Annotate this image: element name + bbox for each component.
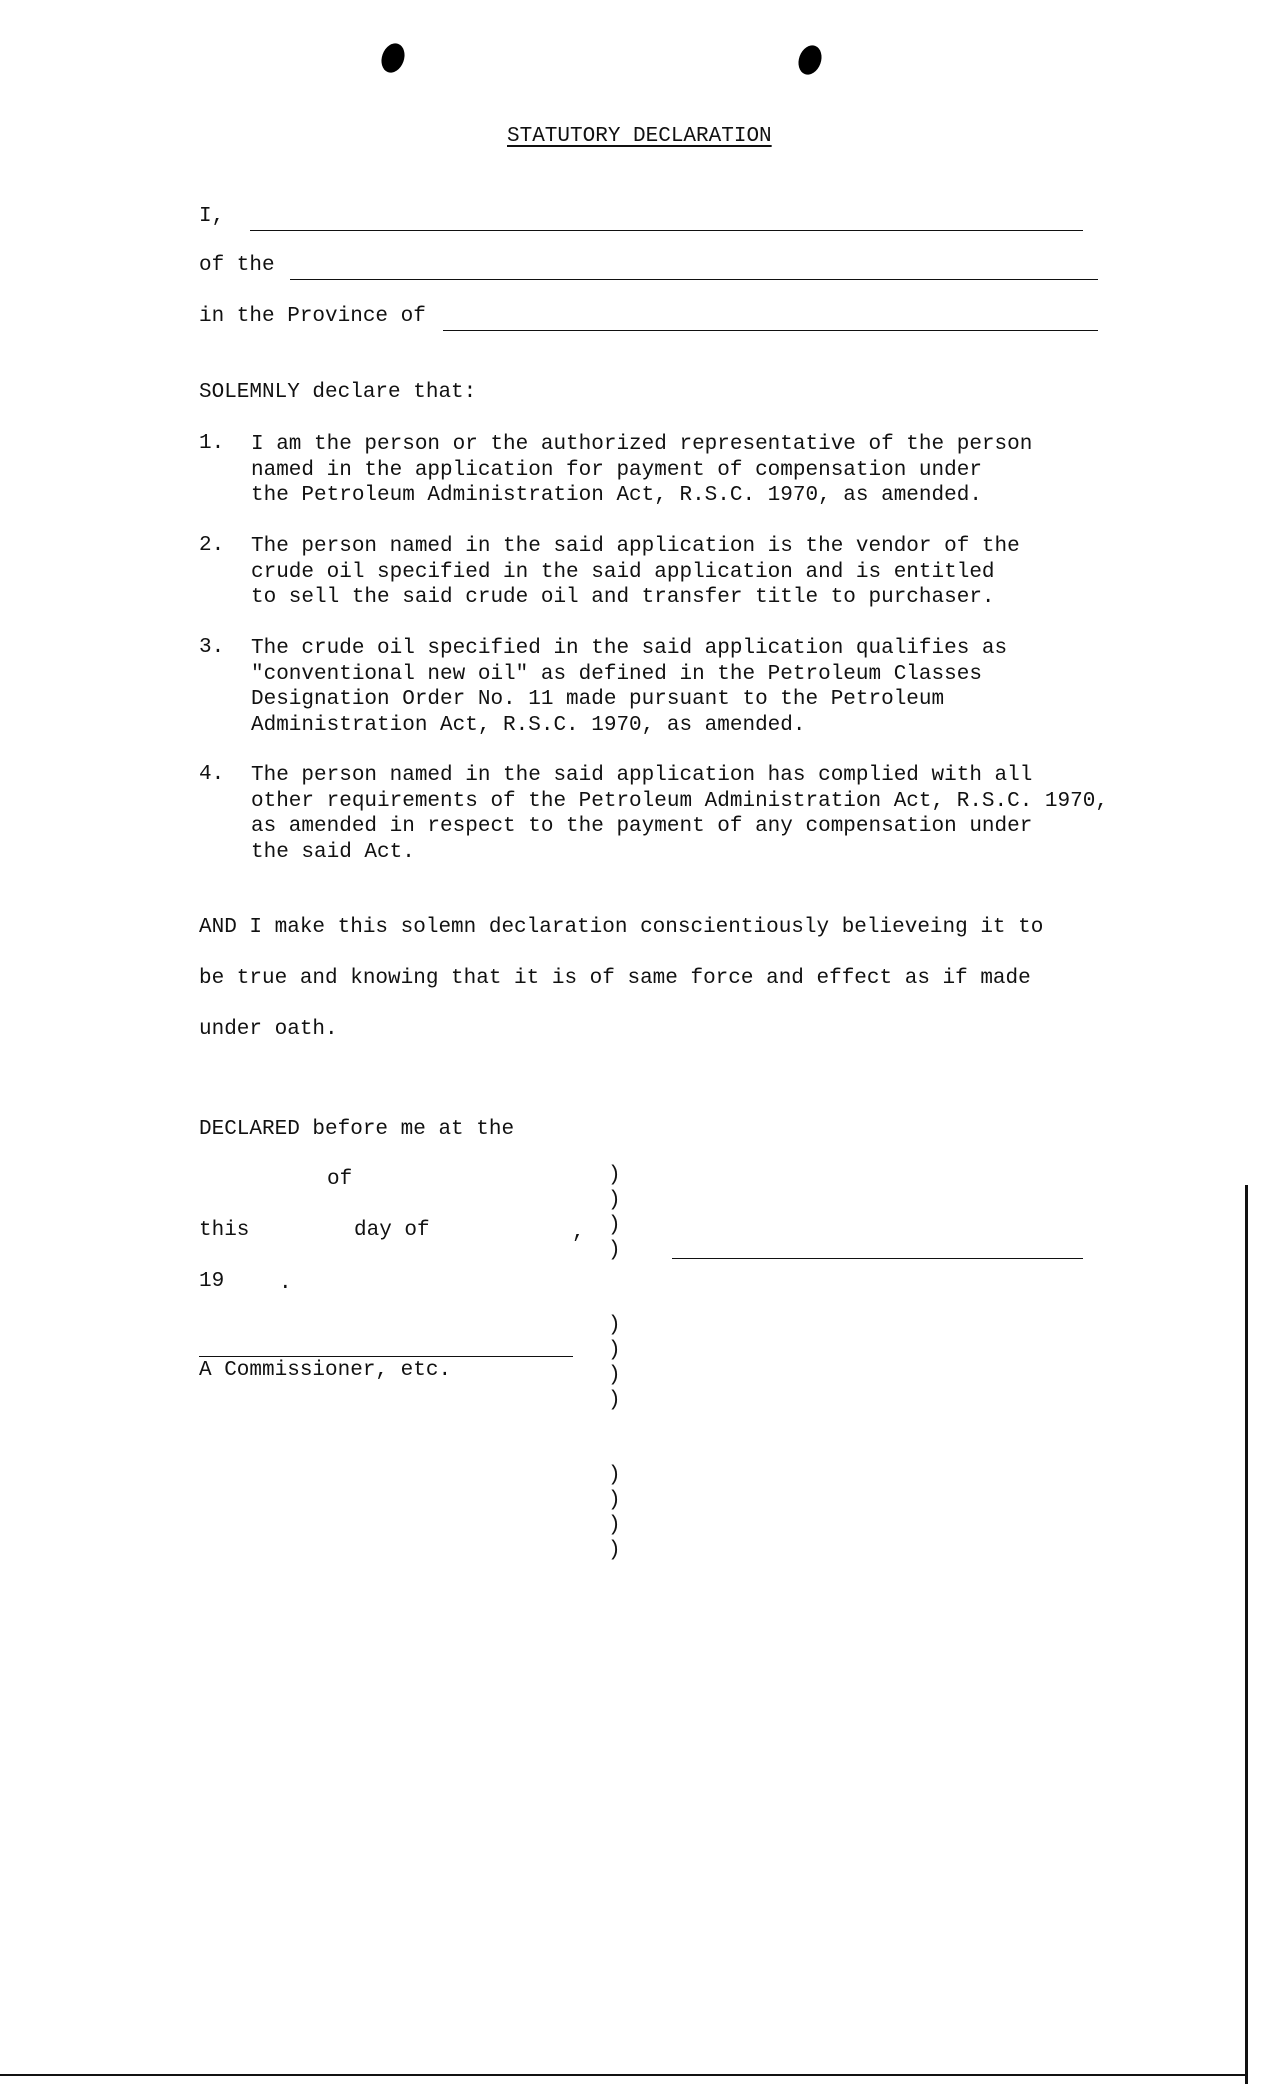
document-title: STATUTORY DECLARATION	[507, 125, 772, 148]
day-of-label: day of	[354, 1219, 430, 1242]
solemnly-declare: SOLEMNLY declare that:	[199, 381, 477, 404]
locality-label: of the	[199, 254, 275, 277]
commissioner-label: A Commissioner, etc.	[199, 1359, 452, 1382]
scan-edge-right	[1245, 1185, 1248, 2084]
period: .	[279, 1272, 292, 1295]
of-label: of	[327, 1168, 353, 1191]
punch-hole-right	[795, 42, 826, 78]
item-number: 3.	[199, 636, 225, 659]
item-text: The person named in the said application has complied with all other requirements of the Petroleum Administration Act, R.S.C. 1970, as amended in respect to the payment of any compensation under the said Act.	[251, 764, 1108, 864]
declarant-signature-line[interactable]	[672, 1258, 1083, 1259]
item-number: 1.	[199, 432, 225, 455]
item-text: The person named in the said application is the vendor of the crude oil specified in the said application and is entitled to sell the said crude oil and transfer title to purchaser.	[251, 535, 1020, 609]
declared-before-label: DECLARED before me at the	[199, 1118, 515, 1141]
commissioner-signature-line[interactable]	[199, 1356, 573, 1357]
bracket-column: ) ) ) ) ) ) ) ) ) ) ) )	[608, 1164, 621, 1562]
year-label: 19	[199, 1270, 225, 1293]
declarant-name-line[interactable]	[250, 230, 1083, 231]
item-text: I am the person or the authorized representative of the person named in the application for payment of compensation under the Petroleum Administration Act, R.S.C. 1970, as amended.	[251, 433, 1033, 507]
item-number: 4.	[199, 763, 225, 786]
punch-hole-left	[378, 40, 409, 76]
item-text: The crude oil specified in the said application qualifies as "conventional new oil" as defined in the Petroleum Classes Designation Order No. 11 made pursuant to the Petroleum Administration Act, R.S.C. 1970, as amended.	[251, 637, 1008, 737]
province-label: in the Province of	[199, 305, 426, 328]
province-line[interactable]	[443, 330, 1098, 331]
scan-edge-bottom	[0, 2074, 1247, 2076]
locality-line[interactable]	[290, 279, 1098, 280]
closing-statement: AND I make this solemn declaration conscientiously believeing it to be true and knowing that it is of same force and effect as if made under oath.	[199, 916, 1044, 1041]
item-number: 2.	[199, 534, 225, 557]
this-label: this	[199, 1219, 250, 1242]
declarant-label: I,	[199, 205, 225, 228]
comma: ,	[572, 1221, 585, 1244]
